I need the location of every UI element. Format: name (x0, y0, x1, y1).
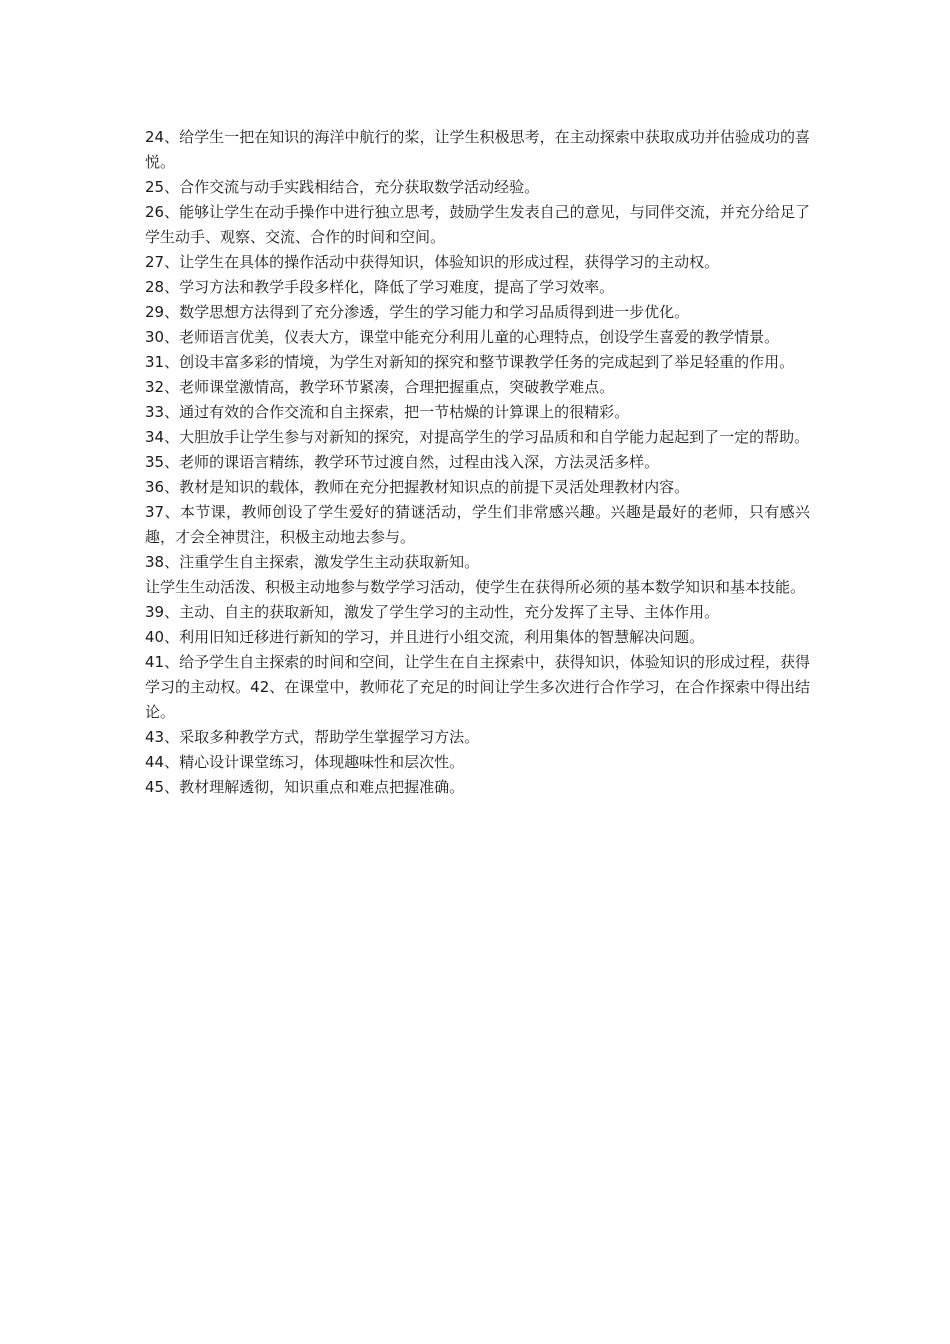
paragraph-45: 45、教材理解透彻，知识重点和难点把握准确。 (145, 778, 465, 796)
paragraph-35: 35、老师的课语言精练，教学环节过渡自然，过程由浅入深，方法灵活多样。 (145, 453, 660, 471)
paragraph-44: 44、精心设计课堂练习，体现趣味性和层次性。 (145, 753, 465, 771)
paragraph-34: 34、大胆放手让学生参与对新知的探究，对提高学生的学习品质和和自学能力起起到了一定的帮助。 (145, 428, 810, 446)
paragraph-29: 29、数学思想方法得到了充分渗透，学生的学习能力和学习品质得到进一步优化。 (145, 303, 690, 321)
paragraph-31: 31、创设丰富多彩的情境，为学生对新知的探究和整节课教学任务的完成起到了举足轻重的作用。 (145, 353, 795, 371)
paragraph-43: 43、采取多种教学方式，帮助学生掌握学习方法。 (145, 728, 480, 746)
paragraph-26: 26、能够让学生在动手操作中进行独立思考，鼓励学生发表自己的意见，与同伴交流，并充分给足了学生动手、观察、交流、合作的时间和空间。 (145, 203, 810, 246)
paragraph-30: 30、老师语言优美，仪表大方，课堂中能充分利用儿童的心理特点，创设学生喜爱的教学情景。 (145, 328, 780, 346)
paragraph-38-continued: 让学生生动活泼、积极主动地参与数学学习活动，使学生在获得所必须的基本数学知识和基本技能。 (145, 578, 806, 596)
paragraph-37: 37、本节课，教师创设了学生爱好的猜谜活动，学生们非常感兴趣。兴趣是最好的老师，只有感兴趣，才会全神贯注，积极主动地去参与。 (145, 503, 810, 546)
paragraph-41-42: 41、给予学生自主探索的时间和空间，让学生在自主探索中，获得知识，体验知识的形成过程，获得学习的主动权。42、在课堂中，教师花了充足的时间让学生多次进行合作学习，在合作探索中得出结论。 (145, 653, 810, 721)
paragraph-28: 28、学习方法和教学手段多样化，降低了学习难度，提高了学习效率。 (145, 278, 615, 296)
paragraph-27: 27、让学生在具体的操作活动中获得知识，体验知识的形成过程，获得学习的主动权。 (145, 253, 720, 271)
paragraph-40: 40、利用旧知迁移进行新知的学习，并且进行小组交流，利用集体的智慧解决问题。 (145, 628, 705, 646)
paragraph-24: 24、给学生一把在知识的海洋中航行的桨，让学生积极思考，在主动探索中获取成功并估验成功的喜悦。 (145, 128, 810, 171)
paragraph-32: 32、老师课堂激情高，教学环节紧凑，合理把握重点，突破教学难点。 (145, 378, 615, 396)
paragraph-33: 33、通过有效的合作交流和自主探索，把一节枯燥的计算课上的很精彩。 (145, 403, 630, 421)
paragraph-25: 25、合作交流与动手实践相结合，充分获取数学活动经验。 (145, 178, 540, 196)
paragraph-36: 36、教材是知识的载体，教师在充分把握教材知识点的前提下灵活处理教材内容。 (145, 478, 690, 496)
paragraph-39: 39、主动、自主的获取新知，激发了学生学习的主动性，充分发挥了主导、主体作用。 (145, 603, 720, 621)
paragraph-38: 38、注重学生自主探索，激发学生主动获取新知。 (145, 553, 480, 571)
document-body (145, 125, 810, 800)
